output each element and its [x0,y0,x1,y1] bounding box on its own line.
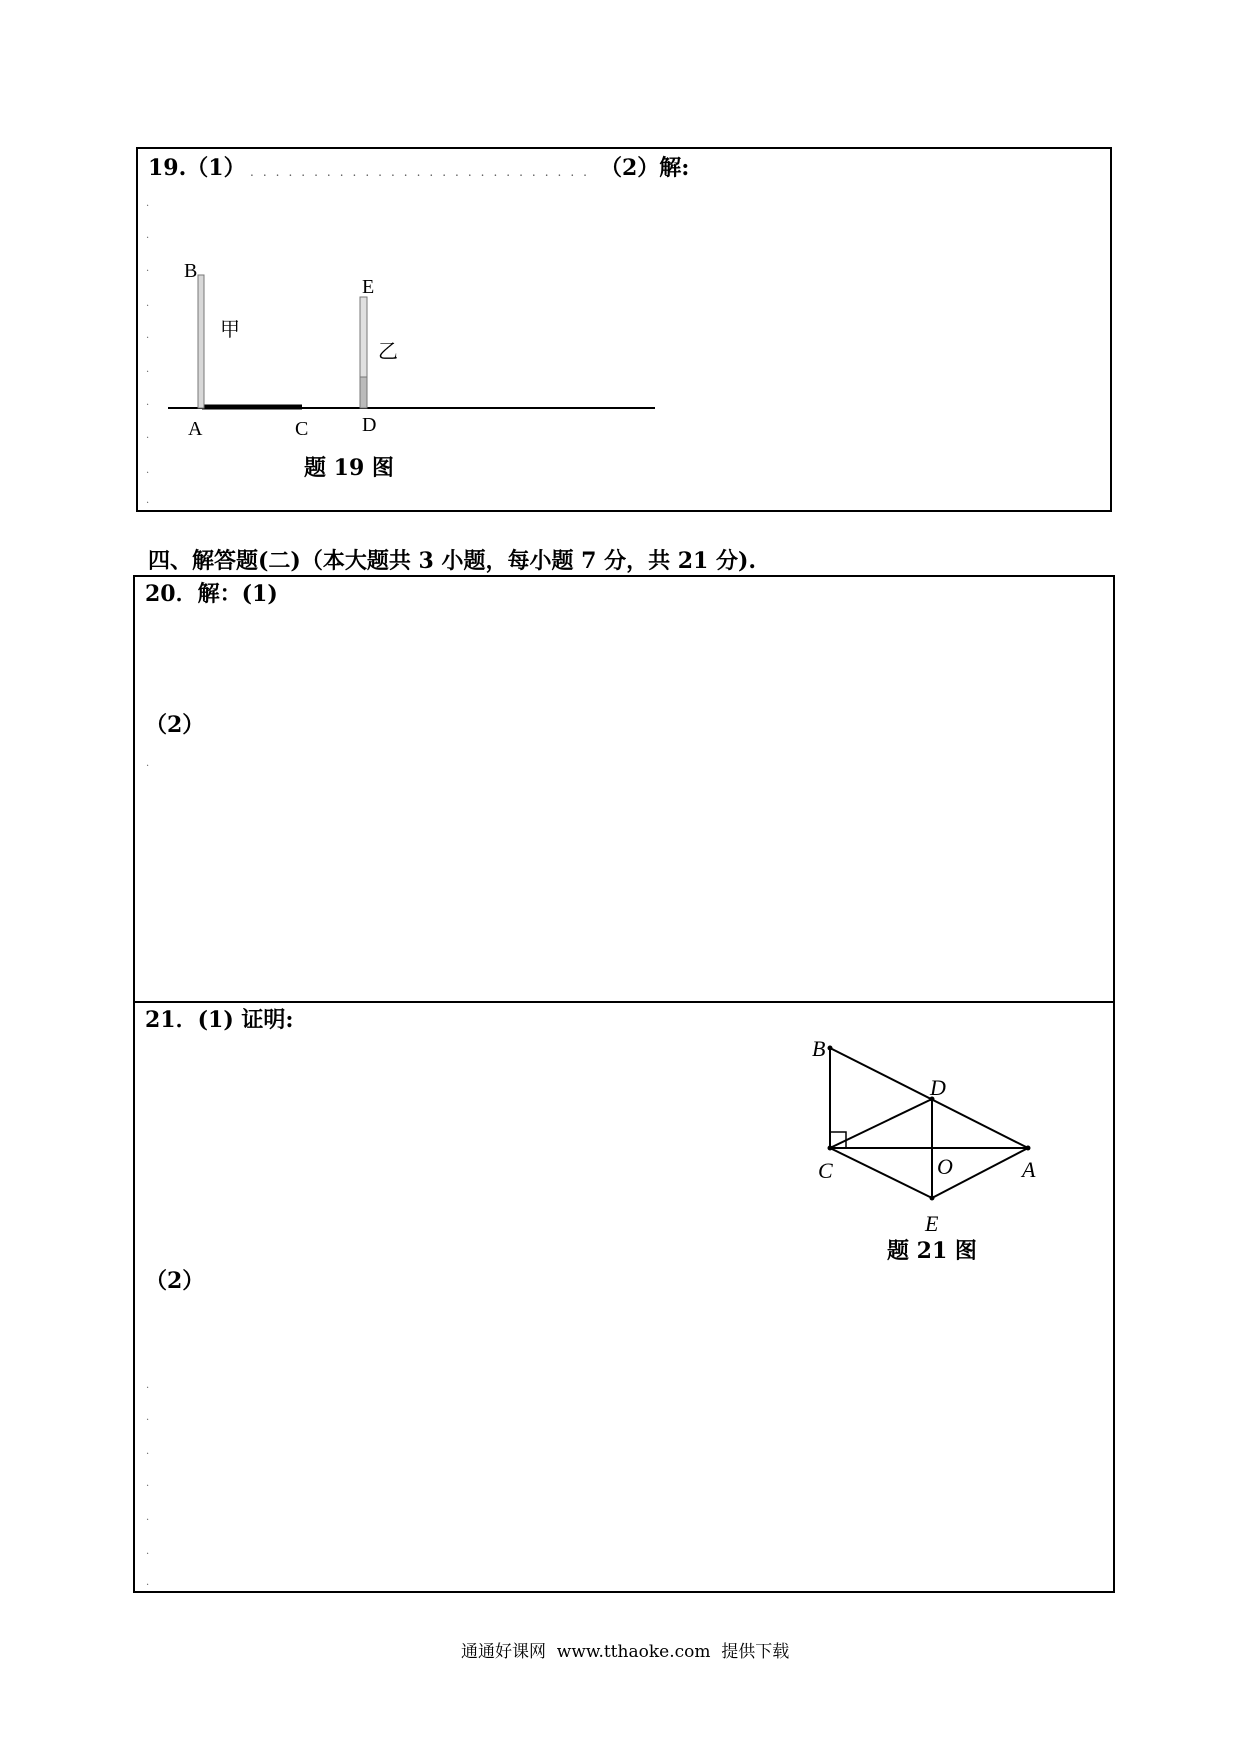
margin-dot: . [146,198,150,209]
margin-dot: . [146,1512,150,1523]
margin-dot: . [146,1478,150,1489]
label-e: E [925,1211,939,1236]
q20-part1-label: 20．解：(1) [145,581,278,607]
label-b: B [812,1036,826,1061]
margin-dot: . [146,263,150,274]
margin-dot: . [146,1446,150,1457]
label-yi: 乙 [378,341,398,363]
margin-dot: . [146,1546,150,1557]
q19-part2-label: （2）解: [600,155,690,181]
q21-figure [810,1030,1050,1230]
q19-part1-label: 19.（1） [148,155,246,181]
q21-part1-label: 21．(1) 证明: [145,1007,294,1033]
q21-part2-label: （2） [145,1268,205,1294]
label-c: C [818,1158,833,1183]
margin-dot: . [146,430,150,441]
margin-dot: . [146,758,150,769]
label-a: A [1022,1157,1036,1182]
margin-dot: . [146,230,150,241]
margin-dot: . [146,298,150,309]
q20-answer-box [133,575,1115,1003]
margin-dot: . [146,495,150,506]
label-a: A [188,418,203,440]
pole-yi-base [360,377,367,408]
q19-dotted-line: ........................... [250,165,596,179]
label-o: O [937,1154,953,1179]
margin-dot: . [146,397,150,408]
margin-dot: . [146,1380,150,1391]
right-angle-marker [830,1132,846,1148]
q21-figure-caption: 题 21 图 [887,1238,977,1264]
section-heading: 四、解答题(二)（本大题共 3 小题，每小题 7 分，共 21 分). [148,548,757,574]
footer-text: 通通好课网 www.tthaoke.com 提供下载 [461,1642,790,1662]
margin-dot: . [146,1412,150,1423]
q19-figure [160,255,670,455]
pole-jia [198,275,204,408]
segment-ce [830,1148,932,1198]
label-c: C [295,418,309,440]
margin-dot: . [146,465,150,476]
q20-part2-label: （2） [145,712,205,738]
label-d: D [362,414,377,436]
label-d: D [930,1075,946,1100]
label-jia: 甲 [220,319,240,341]
q19-figure-caption: 题 19 图 [304,455,394,481]
label-b: B [184,260,198,282]
margin-dot: . [146,330,150,341]
label-e: E [362,276,375,298]
margin-dot: . [146,1577,150,1588]
margin-dot: . [146,364,150,375]
